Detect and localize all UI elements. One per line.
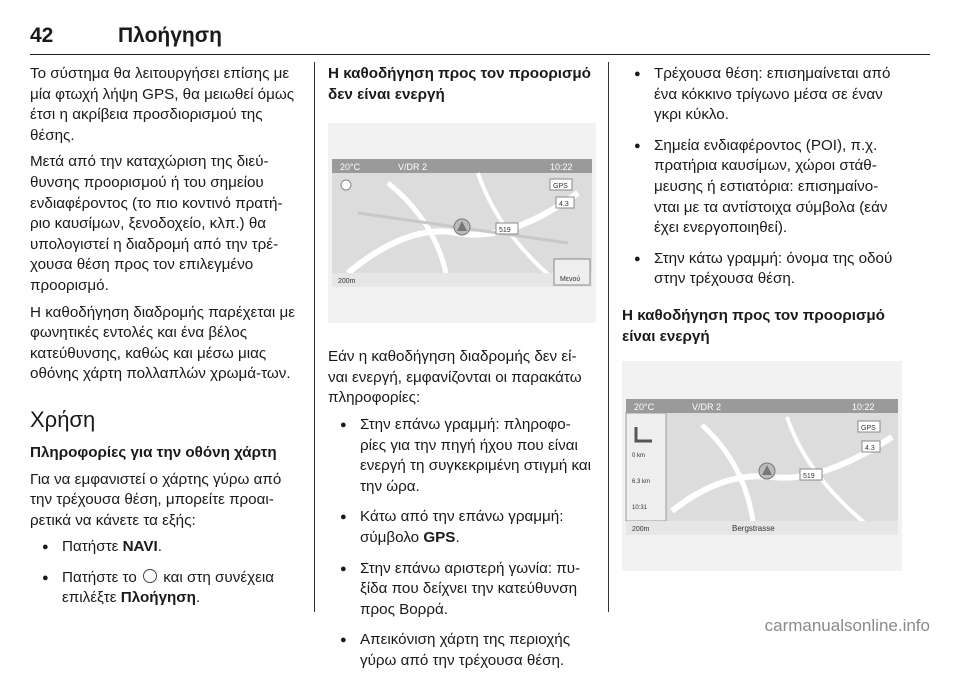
map-scale: 200m [338, 278, 356, 286]
settings-icon [143, 569, 157, 583]
section-heading: Χρήση [30, 406, 96, 432]
map-figure [622, 361, 902, 571]
list-item: ● Τρέχουσα θέση: επισημαίνεται από ένα κόκκινο τρίγωνο μέσα σε έναν γκρι κύκλο. [622, 64, 902, 126]
map-screenshot-active [622, 361, 902, 571]
map-time: 10:22 [550, 162, 573, 173]
turn-distance: 0 km [632, 453, 646, 460]
map-source: V/DR 2 [692, 402, 722, 413]
list-item: ● Στην κάτω γραμμή: όνομα της οδού στην τρέχουσα θέση. [622, 249, 902, 290]
list-item: ● Απεικόνιση χάρτη της περιοχής γύρω από την τρέχουσα θέση. [328, 630, 596, 671]
map-menu-button: Μενού [560, 276, 581, 284]
map-temp: 20°C [340, 162, 361, 173]
list-item: ● Κάτω από την επάνω γραμμή: σύμβολο GPS. [328, 507, 596, 548]
list-item: ● Στην επάνω γραμμή: πληροφο-ρίες για την πηγή ήχου που είναι ενεργή τη συγκεκριμένη στιγμή και την ώρα. [328, 415, 596, 497]
navi-key-label: NAVI [122, 538, 158, 556]
page-header [30, 24, 930, 55]
subsection-heading: Πληροφορίες για την οθόνη χάρτη [30, 443, 277, 461]
column-2 [328, 64, 596, 682]
list-item: ● Στην επάνω αριστερή γωνία: πυ-ξίδα που δείχνει την κατεύθυνση προς Βορρά. [328, 559, 596, 621]
subsection-heading: Η καθοδήγηση προς τον προορισμό είναι ενεργή [622, 306, 885, 345]
map-road-number: 519 [803, 473, 815, 481]
map-time: 10:22 [852, 402, 875, 413]
map-screenshot-inactive [328, 123, 596, 323]
page-title: Πλοήγηση [118, 24, 222, 47]
map-temp: 20°C [634, 402, 655, 413]
list-item: ● Σημεία ενδιαφέροντος (POI), π.χ. πρατήρια καυσίμων, χώροι στάθ-μευσης ή εστιατόρια: επισημαίνο-νται με τα αντίστοιχα σύμβολα (εάν έχει ενεργοποιηθεί). [622, 136, 902, 239]
map-zoom-label: 4.3 [865, 445, 875, 453]
page-number: 42 [30, 24, 54, 47]
column-divider [314, 62, 315, 612]
column-1 [30, 64, 302, 619]
watermark: carmanualsonline.info [764, 616, 930, 635]
paragraph: Μετά από την καταχώριση της διεύ-θυνσης προορισμού ή του σημείου ενδιαφέροντος (το πιο κοντινό πρατή-ριο καυσίμων, ξενοδοχείο, κλπ.) θα υπολογιστεί η διαδρομή από την τρέ-χουσα θέση προς τον επιλεγμένο προορισμό. [30, 153, 283, 294]
current-street-name: Bergstrasse [732, 524, 775, 534]
bullet-list [30, 537, 302, 609]
map-road-number: 519 [499, 227, 511, 235]
paragraph: Η καθοδήγηση διαδρομής παρέχεται με φωνητικές εντολές και ένα βέλος κατεύθυνσης, καθώς και μέσω μιας οθόνης χάρτη πολλαπλών χρωμά-των. [30, 303, 296, 383]
navigation-option-label: Πλοήγηση [120, 589, 196, 607]
map-zoom-label: 4.3 [559, 201, 569, 209]
column-divider [608, 62, 609, 612]
paragraph: Το σύστημα θα λειτουργήσει επίσης με μία φτωχή λήψη GPS, θα μειωθεί όμως έτσι η ακρίβεια προσδιορισμού της θέσης. [30, 65, 295, 144]
map-gps-label: GPS [861, 425, 876, 433]
list-item: ● Πατήστε NAVI. [30, 537, 302, 558]
paragraph: Εάν η καθοδήγηση διαδρομής δεν εί-ναι ενεργή, εμφανίζονται οι παρακάτω πληροφορίες: [328, 348, 582, 407]
map-figure [328, 123, 596, 323]
gps-symbol-label: GPS [423, 528, 456, 546]
bullet-list [622, 64, 902, 290]
list-item: ● Πατήστε το και στη συνέχεια επιλέξτε Πλοήγηση. [30, 568, 302, 609]
paragraph: Για να εμφανιστεί ο χάρτης γύρω από την τρέχουσα θέση, μπορείτε προαι-ρετικά να κάνετε τα εξής: [30, 470, 282, 529]
arrival-time: 10:31 [632, 505, 648, 512]
map-scale: 200m [632, 526, 650, 534]
map-gps-label: GPS [553, 183, 568, 191]
map-source: V/DR 2 [398, 162, 428, 173]
compass-icon [341, 180, 351, 190]
subsection-heading: Η καθοδήγηση προς τον προορισμό δεν είναι ενεργή [328, 65, 591, 103]
bullet-list [328, 415, 596, 672]
column-3 [622, 64, 902, 571]
remaining-distance: 6.3 km [632, 479, 651, 486]
